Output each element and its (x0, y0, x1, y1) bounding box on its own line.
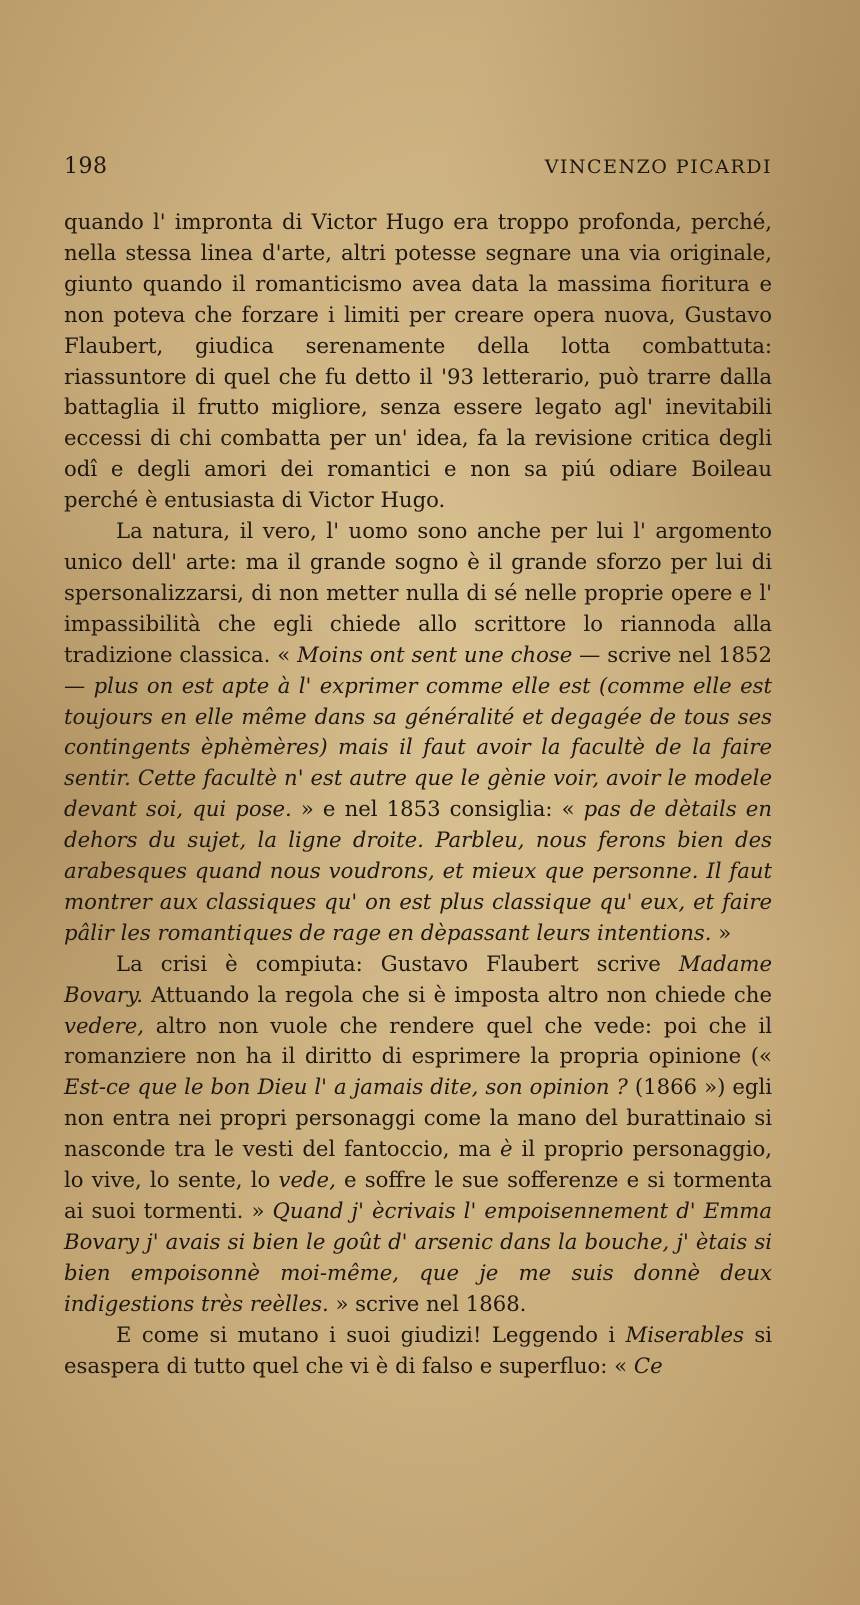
italic-quote: è (500, 1136, 513, 1162)
italic-quote: Quand j' ècrivais l' empoisennement d' Emma Bovary j' avais si bien le goût d' arsenic dans la bouche, j' ètais si bien empoisonnè moi-même, que je me suis donnè deux indigestions très reèlles. (64, 1198, 773, 1316)
italic-quote: Ce (633, 1352, 663, 1378)
italic-quote: Madame Bovary. (64, 950, 772, 1007)
text-run: altro non vuole che rendere quel che vede: poi che il romanziere non ha il diritto di esprimere la propria opinione (« (64, 1012, 772, 1069)
page-number: 198 (64, 154, 108, 179)
italic-quote: pas de dètails en dehors du sujet, la ligne droite. Parbleu, nous ferons bien des arabesques quand nous voudrons, et mieux que personne. Il faut montrer aux classiques qu' on est plus classique qu' eux, et faire pâlir les romantiques de rage en dèpassant leurs intentions. (64, 796, 772, 945)
italic-quote: vede, (278, 1167, 336, 1193)
body-text (64, 207, 772, 1381)
text-run: Attuando la regola che si è imposta altro non chiede che (142, 981, 772, 1007)
text-run: quando l' impronta di Victor Hugo era troppo profonda, perché, nella stessa linea d'arte, altri potesse segnare una via originale, giunto quando il romanticismo avea data la massima fioritura e non poteva che forzare i limiti per creare opera nuova, Gustavo Flaubert, giudica serenamente della lotta combattuta: riassuntore di quel che fu detto il '93 letterario, può trarre dalla battaglia il frutto migliore, senza essere legato agl' inevitabili eccessi di chi combatta per un' idea, fa la revisione critica degli odî e degli amori dei romantici e non sa piú odiare Boileau perché è entusiasta di Victor Hugo. (64, 209, 772, 513)
text-run: si esaspera di tutto quel che vi è di falso e superfluo: « (64, 1321, 772, 1378)
text-run: il proprio personaggio, lo vive, lo sente, lo (64, 1136, 772, 1193)
italic-quote: Miserables (625, 1321, 744, 1347)
italic-quote: Moins ont sent une chose (297, 641, 573, 667)
paragraph (64, 207, 772, 516)
text-run: » (711, 919, 732, 945)
italic-quote: plus on est apte à l' exprimer comme elle est (comme elle est toujours en elle même dans sa généralité et degagée de tous ses contingents èphèmères) mais il faut avoir la facultè de la faire sentir. Cette facultè n' est autre que le gènie voir, avoir le modele devant soi, qui pose. (64, 672, 772, 822)
text-run: (1866 ») egli non entra nei propri personaggi come la mano del burattinaio si nasconde tra le vesti del fantoccio, ma (64, 1074, 772, 1162)
text-run: » e nel 1853 consiglia: « (291, 796, 584, 822)
text-run: — scrive nel 1852 — (64, 641, 772, 698)
page-header (64, 154, 772, 184)
paragraph (64, 949, 772, 1320)
paragraph (64, 1320, 772, 1382)
text-run: La crisi è compiuta: Gustavo Flaubert scrive (116, 950, 679, 976)
text-run: e soffre le sue sofferenze e si tormenta ai suoi tormenti. » (64, 1167, 772, 1223)
text-run: La natura, il vero, l' uomo sono anche per lui l' argomento unico dell' arte: ma il grande sogno è il grande sforzo per lui di spersonalizzarsi, di non metter nulla di sé nelle proprie opere e l' impassibilità che egli chiede allo scrittore lo riannoda alla tradizione classica. « (64, 518, 772, 667)
text-run: E come si mutano i suoi giudizi! Leggendo i (116, 1321, 626, 1347)
paragraph (64, 516, 772, 949)
italic-quote: vedere, (64, 1012, 145, 1038)
italic-quote: Est-ce que le bon Dieu l' a jamais dite, son opinion ? (64, 1074, 628, 1100)
text-run: » scrive nel 1868. (328, 1290, 527, 1316)
running-head: VINCENZO PICARDI (544, 156, 772, 178)
